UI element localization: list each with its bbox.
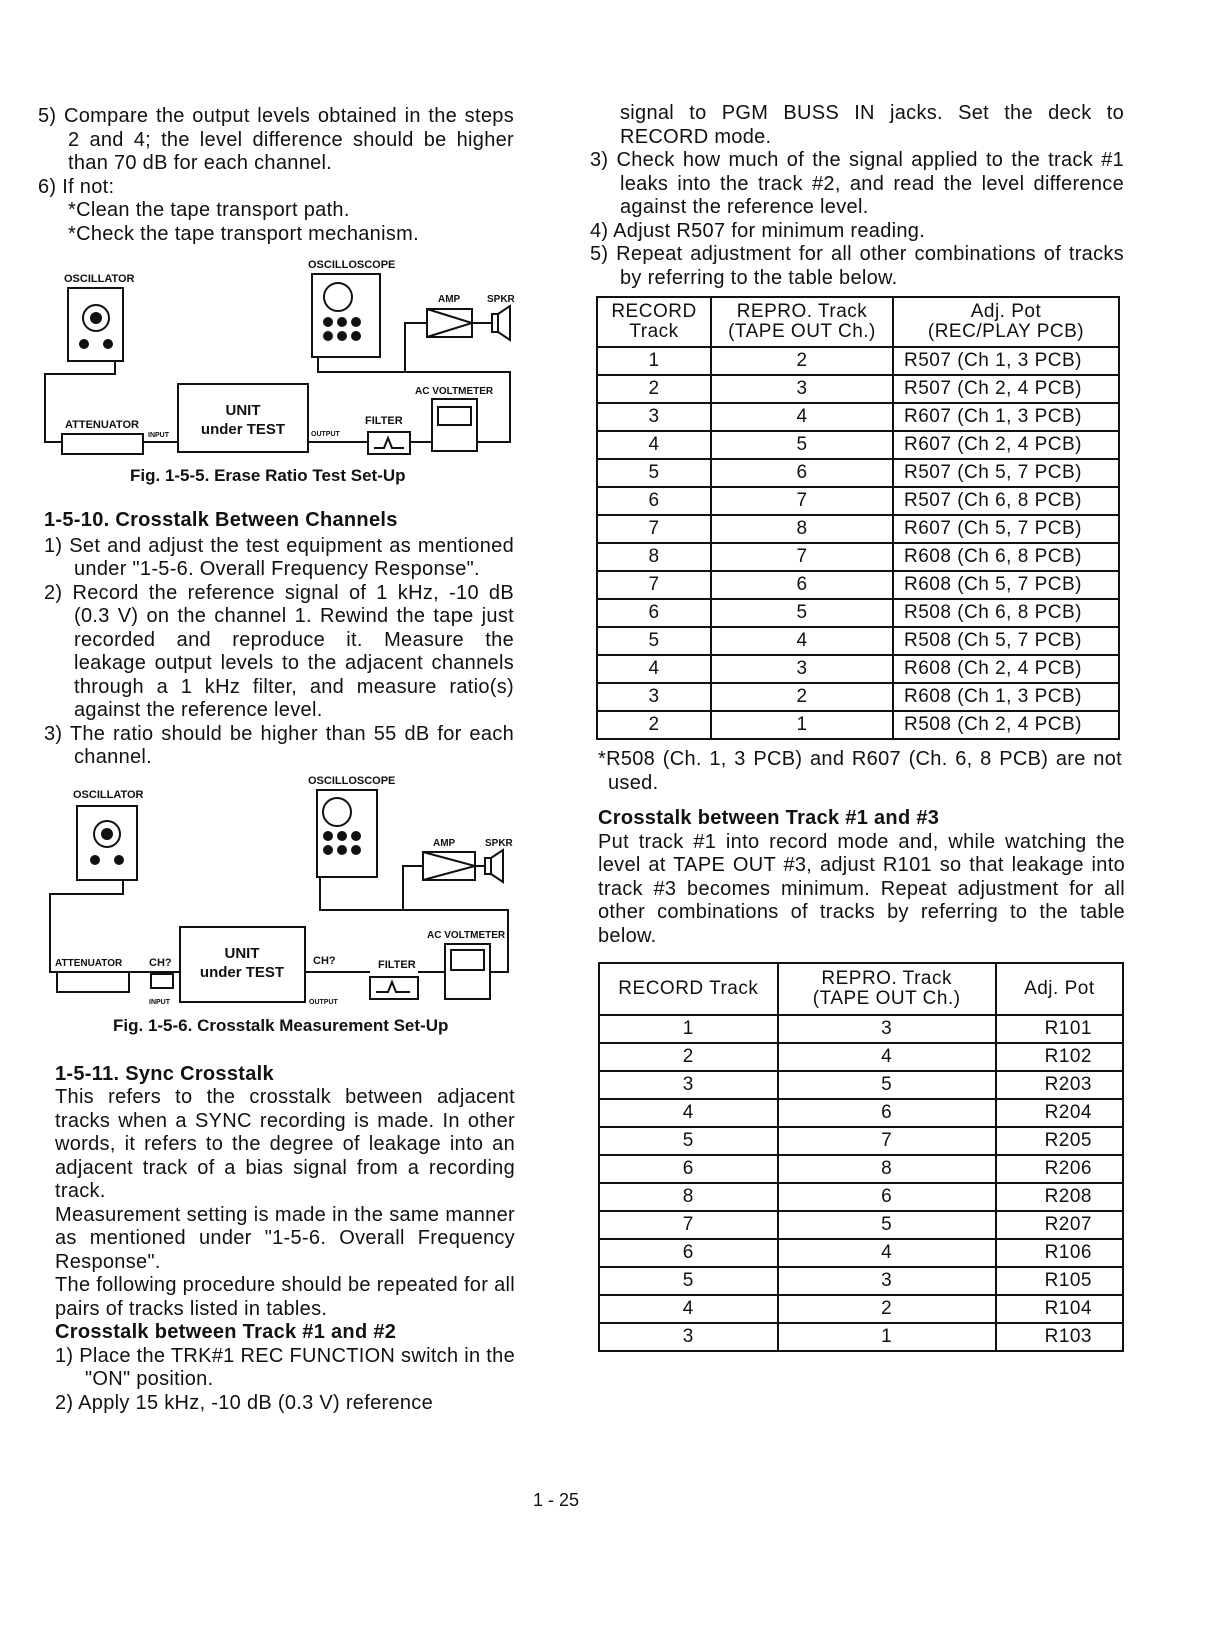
table-cell: 1	[778, 1323, 996, 1351]
under-test-label: under TEST	[199, 963, 285, 981]
table-cell: 7	[599, 1211, 778, 1239]
table-header	[778, 963, 996, 1015]
output-label: OUTPUT	[309, 998, 338, 1006]
table-row	[599, 1211, 1123, 1239]
table-cell: R607 (Ch 5, 7 PCB)	[893, 515, 1119, 543]
table-row	[597, 459, 1119, 487]
heading-1-5-11: 1-5-11. Sync Crosstalk	[55, 1062, 274, 1085]
table-row	[597, 711, 1119, 739]
table-row	[599, 1183, 1123, 1211]
table-cell: 8	[599, 1183, 778, 1211]
oscillator-icon	[77, 806, 137, 880]
table-cell: 2	[711, 347, 893, 375]
table-cell: 4	[599, 1099, 778, 1127]
table-header: Adj. Pot	[996, 963, 1123, 1015]
step-5: 5) Compare the output levels obtained in the steps 2 and 4; the level difference should be higher than 70 dB for each channel.	[38, 105, 514, 174]
speaker-icon	[475, 850, 503, 882]
table-cell: 3	[778, 1267, 996, 1295]
attenuator-label: ATTENUATOR	[65, 419, 139, 431]
table-cell: 5	[599, 1267, 778, 1295]
table-cell: R507 (Ch 6, 8 PCB)	[893, 487, 1119, 515]
header-line: REPRO. Track	[821, 968, 952, 989]
table-cell: 3	[599, 1323, 778, 1351]
table-row	[599, 1267, 1123, 1295]
table-cell: R102	[996, 1043, 1123, 1071]
header-line: (TAPE OUT Ch.)	[728, 321, 876, 342]
header-line: Track	[629, 321, 679, 342]
table-cell: 5	[778, 1071, 996, 1099]
table-row	[597, 431, 1119, 459]
table-cell: R508 (Ch 5, 7 PCB)	[893, 627, 1119, 655]
table-header	[597, 297, 711, 347]
table-cell: 3	[597, 683, 711, 711]
track13-para: Put track #1 into record mode and, while watching the level at TAPE OUT #3, adjust R101 so that leakage into track #3 becomes minimum. Repeat adjustment for all other combinations of tracks by referring to the table below.	[598, 830, 1125, 947]
adjustment-table-2	[598, 962, 1124, 1352]
table-cell: 3	[778, 1015, 996, 1043]
table-cell: R208	[996, 1183, 1123, 1211]
table-row	[597, 627, 1119, 655]
table-row	[599, 1043, 1123, 1071]
ch-in-label: CH?	[149, 956, 172, 969]
table-row	[599, 1239, 1123, 1267]
section-1-5-11	[55, 1063, 515, 1416]
heading-1-5-10: 1-5-10. Crosstalk Between Channels	[44, 509, 398, 531]
table-cell: 2	[711, 683, 893, 711]
table-cell: 8	[711, 515, 893, 543]
header-row	[599, 963, 1123, 1015]
table-row	[597, 543, 1119, 571]
attenuator-icon	[62, 434, 143, 454]
table-row	[597, 515, 1119, 543]
page-number: 1 - 25	[533, 1490, 580, 1510]
table-cell: R507 (Ch 2, 4 PCB)	[893, 375, 1119, 403]
table-row	[597, 571, 1119, 599]
table-row	[599, 1127, 1123, 1155]
section-track-1-3	[598, 807, 1125, 948]
crosstalk-step-1: 1) Set and adjust the test equipment as mentioned under "1-5-6. Overall Frequency Response".	[44, 534, 514, 580]
table-cell: 3	[597, 403, 711, 431]
table-row	[597, 683, 1119, 711]
table-row	[599, 1323, 1123, 1351]
oscilloscope-label: OSCILLOSCOPE	[308, 259, 396, 271]
table-cell: 1	[597, 347, 711, 375]
table-cell: R608 (Ch 1, 3 PCB)	[893, 683, 1119, 711]
amp-icon	[427, 309, 472, 337]
table-cell: 4	[597, 655, 711, 683]
track12-step-3: 3) Check how much of the signal applied to the track #1 leaks into the track #2, and read the level difference against the reference level.	[590, 149, 1124, 218]
heading-track-1-2: Crosstalk between Track #1 and #2	[55, 1321, 397, 1343]
adjustment-table-1	[596, 296, 1120, 740]
table-cell: R205	[996, 1127, 1123, 1155]
input-label: INPUT	[149, 998, 170, 1006]
table-cell: 4	[711, 403, 893, 431]
table-header	[711, 297, 893, 347]
filter-label: FILTER	[365, 415, 403, 427]
table-row	[599, 1015, 1123, 1043]
table-cell: 5	[597, 459, 711, 487]
speaker-icon	[472, 306, 510, 340]
crosstalk-step-3: 3) The ratio should be higher than 55 dB for each channel.	[44, 722, 514, 768]
table-cell: 4	[597, 431, 711, 459]
filter-label: FILTER	[378, 958, 416, 971]
track12-step-2-cont: signal to PGM BUSS IN jacks. Set the deck to RECORD mode.	[620, 102, 1124, 148]
table-cell: R507 (Ch 5, 7 PCB)	[893, 459, 1119, 487]
table-cell: 5	[599, 1127, 778, 1155]
table-cell: 1	[599, 1015, 778, 1043]
crosstalk-diagram	[45, 772, 525, 1007]
input-label: INPUT	[148, 432, 169, 439]
table-cell: 7	[597, 571, 711, 599]
table-row	[597, 599, 1119, 627]
track12-step-4: 4) Adjust R507 for minimum reading.	[590, 219, 926, 242]
right-column	[590, 102, 1126, 1352]
table-cell: 8	[778, 1155, 996, 1183]
table-cell: 6	[711, 571, 893, 599]
figure-2-caption: Fig. 1-5-6. Crosstalk Measurement Set-Up	[113, 1015, 449, 1035]
table-cell: 3	[711, 655, 893, 683]
header-line: (REC/PLAY PCB)	[927, 321, 1085, 342]
table-row	[597, 487, 1119, 515]
table-header: RECORD Track	[599, 963, 778, 1015]
header-row	[597, 297, 1119, 347]
heading-track-1-3: Crosstalk between Track #1 and #3	[598, 807, 940, 829]
right-col-top	[590, 102, 1124, 290]
bullet-clean: *Clean the tape transport path.	[68, 199, 350, 221]
table-cell: R507 (Ch 1, 3 PCB)	[893, 347, 1119, 375]
table-cell: R203	[996, 1071, 1123, 1099]
table-cell: 2	[778, 1295, 996, 1323]
table-cell: 4	[599, 1295, 778, 1323]
voltmeter-label: AC VOLTMETER	[427, 929, 506, 941]
table-cell: R608 (Ch 2, 4 PCB)	[893, 655, 1119, 683]
output-label: OUTPUT	[311, 431, 340, 438]
spkr-label: SPKR	[485, 837, 513, 849]
erase-ratio-diagram	[40, 252, 520, 457]
table-cell: 2	[599, 1043, 778, 1071]
table-cell: 6	[597, 487, 711, 515]
table-cell: 5	[778, 1211, 996, 1239]
under-test-label: under TEST	[200, 421, 286, 438]
unit-label: UNIT	[224, 944, 260, 962]
table-cell: 7	[711, 487, 893, 515]
table-cell: R204	[996, 1099, 1123, 1127]
table-cell: 6	[597, 599, 711, 627]
table-cell: 2	[597, 375, 711, 403]
section-1-5-10	[44, 509, 514, 770]
attenuator-icon	[57, 972, 129, 992]
amp-label: AMP	[433, 837, 456, 849]
table-cell: R508 (Ch 6, 8 PCB)	[893, 599, 1119, 627]
left-col-top	[38, 105, 514, 246]
sync-para-3: The following procedure should be repeated for all pairs of tracks listed in tables.	[55, 1274, 515, 1320]
table-cell: R103	[996, 1323, 1123, 1351]
oscillator-icon	[68, 288, 123, 361]
attenuator-label: ATTENUATOR	[55, 957, 123, 969]
table-cell: R207	[996, 1211, 1123, 1239]
voltmeter-label: AC VOLTMETER	[415, 386, 494, 397]
table-cell: 8	[597, 543, 711, 571]
table-cell: 7	[778, 1127, 996, 1155]
left-column	[38, 105, 518, 1415]
table-row	[599, 1295, 1123, 1323]
sync-para-1: This refers to the crosstalk between adjacent tracks when a SYNC recording is made. In other words, it refers to the degree of leakage into an adjacent track of a bias signal from a recording track.	[55, 1086, 515, 1202]
amp-icon	[423, 852, 475, 880]
track12-step-1: 1) Place the TRK#1 REC FUNCTION switch in the "ON" position.	[55, 1344, 515, 1390]
table-cell: 5	[711, 599, 893, 627]
table-row	[597, 403, 1119, 431]
table-cell: R608 (Ch 5, 7 PCB)	[893, 571, 1119, 599]
table-cell: R106	[996, 1239, 1123, 1267]
header-line: Adj. Pot	[970, 301, 1042, 322]
table-cell: 4	[778, 1239, 996, 1267]
crosstalk-step-2: 2) Record the reference signal of 1 kHz, -10 dB (0.3 V) on the channel 1. Rewind the tape just recorded and reproduce it. Measure the leakage output levels to the adjacent channels through a 1 kHz filter, and measure ratio(s) against the reference level.	[44, 581, 514, 721]
oscillator-label: OSCILLATOR	[64, 273, 135, 285]
sync-para-2: Measurement setting is made in the same manner as mentioned under "1-5-6. Overall Frequency Response".	[55, 1203, 515, 1273]
table-cell: 3	[711, 375, 893, 403]
table-cell: 5	[711, 431, 893, 459]
table-cell: 3	[599, 1071, 778, 1099]
spkr-label: SPKR	[487, 294, 515, 305]
table-cell: 4	[778, 1043, 996, 1071]
table-cell: 2	[597, 711, 711, 739]
figure-1-caption: Fig. 1-5-5. Erase Ratio Test Set-Up	[130, 466, 406, 485]
table-cell: R607 (Ch 2, 4 PCB)	[893, 431, 1119, 459]
oscilloscope-label: OSCILLOSCOPE	[308, 774, 396, 787]
table-cell: 7	[711, 543, 893, 571]
table-cell: 6	[599, 1239, 778, 1267]
table-cell: R105	[996, 1267, 1123, 1295]
table-row	[597, 347, 1119, 375]
table-row	[599, 1099, 1123, 1127]
track12-step-5: 5) Repeat adjustment for all other combinations of tracks by referring to the table below.	[590, 243, 1124, 289]
header-line: (TAPE OUT Ch.)	[812, 988, 961, 1009]
table-cell: 6	[778, 1099, 996, 1127]
track12-step-2: 2) Apply 15 kHz, -10 dB (0.3 V) reference	[55, 1391, 434, 1414]
table-row	[599, 1155, 1123, 1183]
table-header	[893, 297, 1119, 347]
note	[598, 748, 1122, 795]
table-row	[597, 655, 1119, 683]
table-cell: R508 (Ch 2, 4 PCB)	[893, 711, 1119, 739]
table-row	[597, 375, 1119, 403]
ch-out-label: CH?	[313, 954, 336, 967]
header-line: RECORD	[611, 301, 697, 322]
oscillator-label: OSCILLATOR	[73, 788, 144, 801]
table-cell: R104	[996, 1295, 1123, 1323]
amp-label: AMP	[438, 294, 461, 305]
table-row	[599, 1071, 1123, 1099]
table-cell: 6	[599, 1155, 778, 1183]
bullet-check: *Check the tape transport mechanism.	[68, 222, 419, 245]
unit-label: UNIT	[225, 402, 261, 419]
header-line: REPRO. Track	[736, 301, 868, 322]
table-cell: R206	[996, 1155, 1123, 1183]
table-cell: 5	[597, 627, 711, 655]
table-cell: R101	[996, 1015, 1123, 1043]
table-cell: 6	[778, 1183, 996, 1211]
table-cell: R607 (Ch 1, 3 PCB)	[893, 403, 1119, 431]
note-text: *R508 (Ch. 1, 3 PCB) and R607 (Ch. 6, 8 PCB) are not used.	[598, 748, 1122, 794]
table-cell: 4	[711, 627, 893, 655]
table-cell: 7	[597, 515, 711, 543]
table-cell: 6	[711, 459, 893, 487]
step-6: 6) If not:	[38, 175, 115, 198]
table-cell: 1	[711, 711, 893, 739]
table-cell: R608 (Ch 6, 8 PCB)	[893, 543, 1119, 571]
